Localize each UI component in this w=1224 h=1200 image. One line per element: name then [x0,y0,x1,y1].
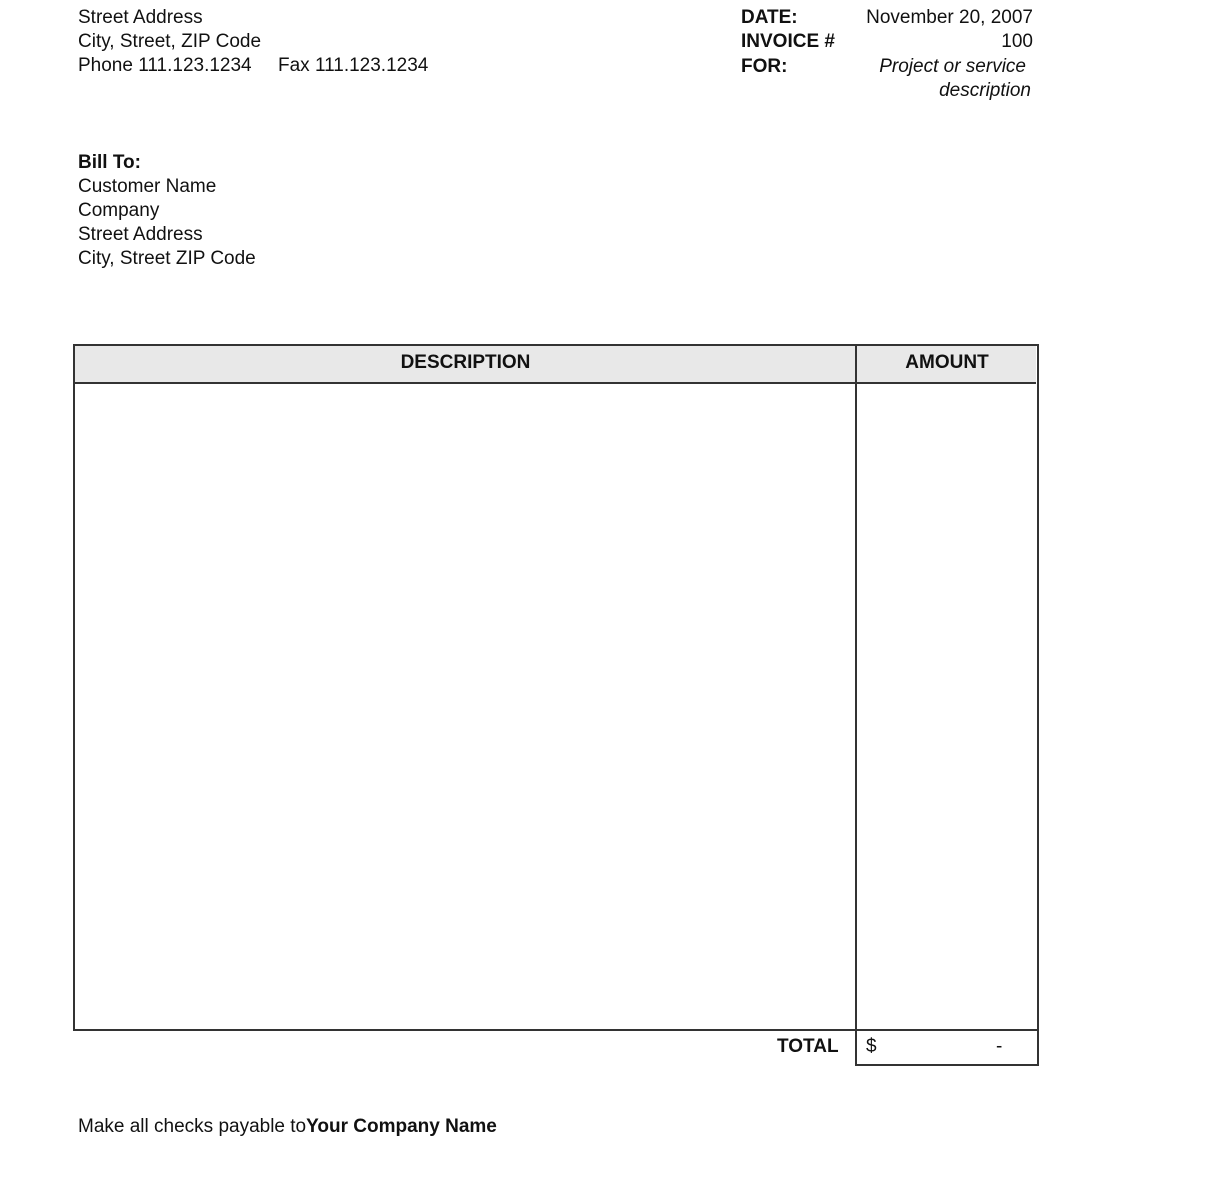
sender-street: Street Address [78,7,203,28]
sender-phone: Phone 111.123.1234 [78,55,252,76]
for-label: FOR: [741,56,788,77]
total-amount-cell [855,1027,1039,1066]
total-label: TOTAL [777,1036,839,1057]
bill-to-company: Company [78,200,160,221]
sender-city-zip: City, Street, ZIP Code [78,31,262,52]
bill-to-name: Customer Name [78,176,217,197]
total-currency: $ [866,1036,877,1057]
bill-to-street: Street Address [78,224,203,245]
invoice-number: 100 [1001,31,1033,52]
sender-fax: Fax 111.123.1234 [278,55,429,76]
date-value: November 20, 2007 [866,7,1033,28]
payable-note-text: Make all checks payable to [78,1116,307,1137]
invoice-label: INVOICE # [741,31,835,52]
total-value: - [996,1036,1003,1057]
payable-note [78,1115,497,1139]
for-description-line2: description [939,80,1031,101]
amount-column-header: AMOUNT [905,352,989,373]
bill-to-heading: Bill To: [78,152,141,173]
description-column-header: DESCRIPTION [400,352,531,373]
payable-company-name: Your Company Name [306,1116,497,1137]
bill-to-city-zip: City, Street ZIP Code [78,248,256,269]
line-items-table [73,344,1039,1031]
for-description-line1: Project or service [879,56,1026,77]
column-divider [855,344,857,1066]
date-label: DATE: [741,7,798,28]
